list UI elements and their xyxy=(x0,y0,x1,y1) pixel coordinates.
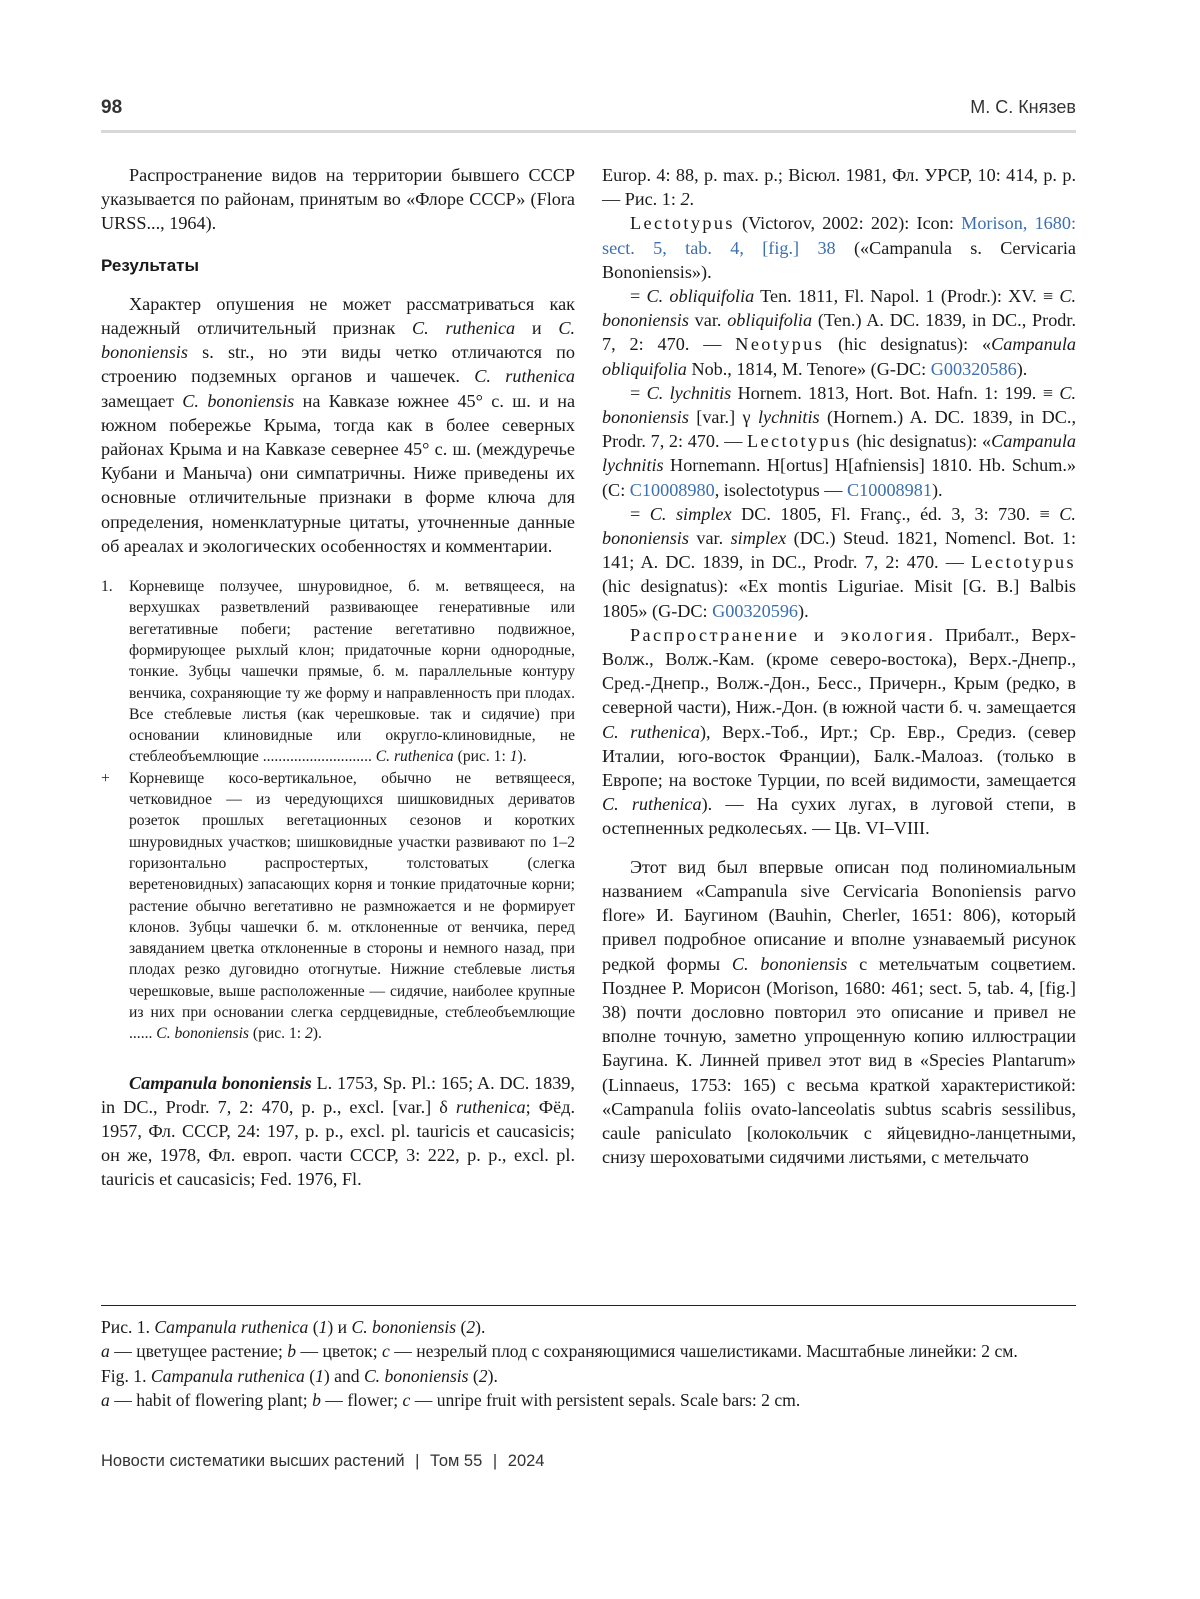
intro-paragraph: Распространение видов на территории бывшего СССР указывается по районам, принятым во «Флоре СССР» (Flora URSS..., 1964). xyxy=(101,165,575,234)
distribution-paragraph: Распространение и экология. Прибалт., Верх-Волж., Волж.-Кам. (кроме северо-востока), Верх.-Днепр., Сред.-Днепр., Волж.-Дон., Бесс., Причерн., Крым (редко, в северной части), Ниж.-Дон. (в южной части б. ч. замещается C. ruthenica), Верх.-Тоб., Ирт.; Ср. Евр., Средиз. (север Италии, юго-восток Франции), Балк.-Малоаз. (только в Европе; на востоке Турции, по всей видимости, замещается C. ruthenica). — На сухих лугах, в луговой степи, в остепненных редколесьях. — Цв. VI–VIII. xyxy=(602,624,1076,839)
page-number: 98 xyxy=(101,97,123,118)
caption-ru-legend: a — цветущее растение; b — цветок; c — незрелый плод с сохраняющимися чашелистиками. Масштабные линейки: 2 см. xyxy=(101,1341,1018,1362)
right-column xyxy=(602,163,1076,1169)
header-divider xyxy=(101,130,1076,133)
caption-en-legend: a — habit of flowering plant; b — flower; c — unripe fruit with persistent sepals. Scale bars: 2 cm. xyxy=(101,1389,801,1410)
left-column xyxy=(101,163,575,1192)
synonym-lychnitis: = C. lychnitis Hornem. 1813, Hort. Bot. Hafn. 1: 199. ≡ C. bononiensis [var.] γ lychnitis (Hornem.) A. DC. 1839, in DC., Prodr. 7, 2: 470. — Lectotypus (hic designatus): «Campanula lychnitis Hornemann. H[ortus] H[afniensis] 1810. Hb. Schum.» (C: C10008980, isolectotypus — C10008981). xyxy=(602,382,1076,500)
key-item-1: 1. Корневище ползучее, шнуровидное, б. м. ветвящееся, на верхушках разветвлений развивающее генеративные или вегетативные побеги; растение вегетативно подвижное, формирующее рыхлый клон; придаточные корни однородные, тонкие. Зубцы чашечки прямые, б. м. параллельные контуру венчика, сохраняющие ту же форму и направленность при плодах. Все стеблевые листья (как черешковые. так и сидячие) при основании клиновидные или округло-клиновидные, не стеблеобъемлющие ............................ C. ruthenica (рис. 1: 1). xyxy=(101,578,575,766)
lectotype-paragraph: Lectotypus (Victorov, 2002: 202): Icon: Morison, 1680: sect. 5, tab. 4, [fig.] 38 («Campanula s. Cervicaria Bononiensis»). xyxy=(602,213,1077,282)
footer-separator: | xyxy=(492,1452,498,1470)
page-header xyxy=(101,97,1076,125)
synonym-obliquifolia: = C. obliquifolia Ten. 1811, Fl. Napol. 1 (Prodr.): XV. ≡ C. bononiensis var. obliquifolia (Ten.) A. DC. 1839, in DC., Prodr. 7, 2: 470. — Neotypus (hic designatus): «Campanula obliquifolia Nob., 1814, M. Tenore» (G-DC: G00320586). xyxy=(602,286,1077,379)
key-item-2: + Корневище косо-вертикальное, обычно не ветвящееся, четковидное — из чередующихся шишковидных дериватов розеток прошлых вегетационных сезонов и коротких шнуровидных участков; шишковидные участки развивают по 1–2 горизонтально распростертых, толстоватых (слегка веретеновидных) запасающих корня и тонкие придаточные корни; растение обычно вегетативно не размножается и не формирует клонов. Зубцы чашечки б. м. отклоненные от венчика, перед завяданием цветка отклоненные в стороны и немного назад, при плодах резко дуговидно отогнутые. Нижние стеблевые листья черешковые, выше расположенные — сидячие, наиболее крупные из них при основании слегка сердцевидные, стеблеобъемлющие ...... C. bononiensis (рис. 1: 2). xyxy=(101,769,575,1043)
journal-volume: Том 55 xyxy=(430,1452,483,1470)
caption-en-title: Fig. 1. Campanula ruthenica (1) and C. bononiensis (2). xyxy=(101,1365,498,1386)
caption-ru-title: Рис. 1. Campanula ruthenica (1) и C. bononiensis (2). xyxy=(101,1317,486,1337)
specimen-link[interactable]: G00320596 xyxy=(712,600,799,621)
synonym-simplex: = C. simplex DC. 1805, Fl. Franç., éd. 3, 3: 730. ≡ C. bononiensis var. simplex (DC.) Steud. 1821, Nomencl. Bot. 1: 141; A. DC. 1839, in DC., Prodr. 7, 2: 470. — Lectotypus (hic designatus): «Ex montis Liguriae. Misit [G. B.] Balbis 1805» (G-DC: G00320596). xyxy=(602,503,1076,621)
journal-title: Новости систематики высших растений xyxy=(101,1452,405,1470)
specimen-link[interactable]: C10008980 xyxy=(629,479,715,500)
key-marker: 1. xyxy=(101,578,113,596)
morison-link[interactable]: Morison, 1680: sect. 5, tab. 4, [fig.] 38 xyxy=(602,213,1077,258)
caption-divider xyxy=(101,1305,1076,1306)
identification-key xyxy=(101,576,575,1045)
species-name: Campanula bononiensis xyxy=(129,1072,312,1093)
species-entry-continued: Europ. 4: 88, p. max. p.; Вісюл. 1981, Фл. УРСР, 10: 414, p. p. — Рис. 1: 2. xyxy=(602,165,1076,210)
page-footer xyxy=(101,1452,544,1471)
specimen-link[interactable]: C10008981 xyxy=(847,479,932,500)
results-heading: Результаты xyxy=(101,255,200,275)
running-author: М. С. Князев xyxy=(970,97,1076,117)
figure-caption xyxy=(101,1315,1076,1412)
key-marker: + xyxy=(101,769,110,787)
specimen-link[interactable]: G00320586 xyxy=(930,358,1017,379)
journal-year: 2024 xyxy=(507,1452,545,1470)
footer-separator: | xyxy=(415,1452,420,1470)
history-paragraph: Этот вид был впервые описан под полиномиальным названием «Campanula sive Cervicaria Bononiensis parvo flore» И. Баугином (Bauhin, Cherler, 1651: 806), который привел подробное описание и вполне узнаваемый рисунок редкой формы C. bononiensis с метельчатым соцветием. Позднее Р. Морисон (Morison, 1680: 461; sect. 5, tab. 4, [fig.] 38) почти дословно повторил это описание и привел не вполне точную, заметно упрощенную копию иллюстрации Баугина. К. Линней привел этот вид в «Species Plantarum» (Linnaeus, 1753: 165) с весьма краткой характеристикой: «Campanula foliis ovato-lanceolatis subtus scabris sessilibus, caule paniculato [колокольчик с яйцевидно-ланцетными, снизу шероховатыми сидячими листьями, с метельчато xyxy=(602,856,1076,1168)
results-paragraph: Характер опушения не может рассматриваться как надежный отличительный признак C. ruthenica и C. bononiensis s. str., но эти виды четко отличаются по строению подземных органов и чашечек. C. ruthenica замещает C. bononiensis на Кавказе южнее 45° с. ш. и на южном побережье Крыма, тогда как в более северных районах Крыма и на Кавказе севернее 45° с. ш. (междуречье Кубани и Маныча) они симпатричны. Ниже приведены их основные отличительные признаки в форме ключа для определения, номенклатурные цитаты, уточненные данные об ареалах и экологических особенностях и комментарии. xyxy=(101,293,576,556)
species-entry: Campanula bononiensis L. 1753, Sp. Pl.: 165; A. DC. 1839, in DC., Prodr. 7, 2: 470, p. p., excl. [var.] δ ruthenica; Фёд. 1957, Фл. СССР, 24: 197, p. p., excl. pl. tauricis et caucasicis; он же, 1978, Фл. европ. части СССР, 3: 222, p. p., excl. pl. tauricis et caucasicis; Fed. 1976, Fl. xyxy=(101,1072,576,1190)
